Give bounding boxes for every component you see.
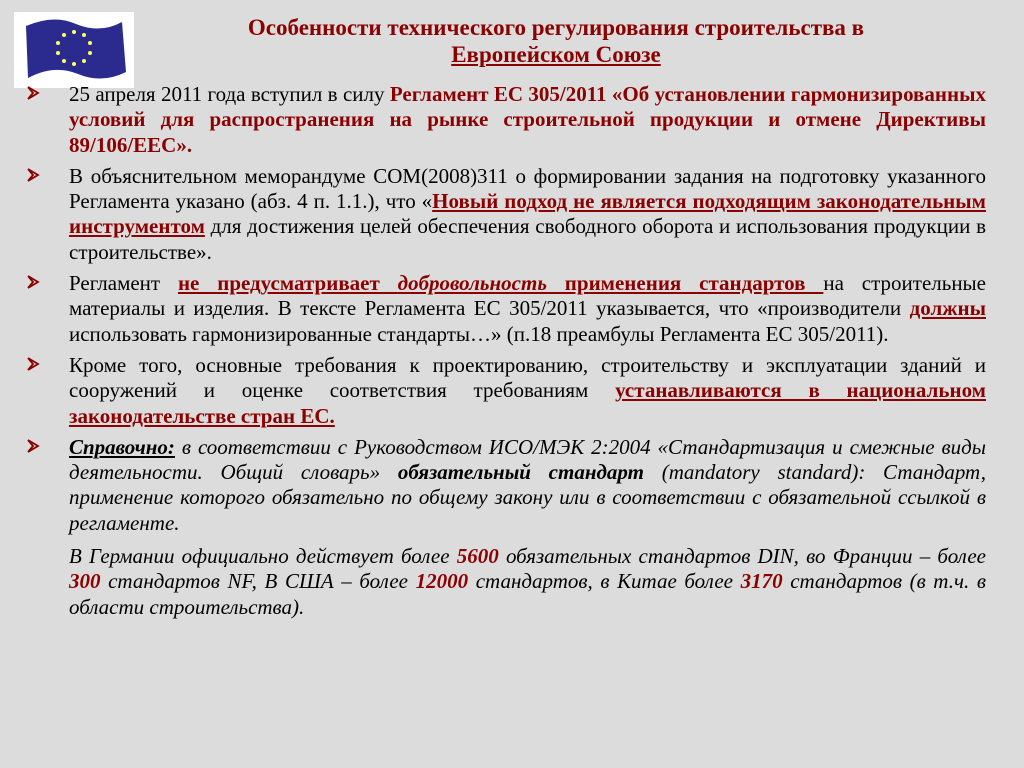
- title-line-1: Особенности технического регулирования строительства в: [247, 15, 865, 40]
- arrow-bullet-icon: [26, 435, 69, 453]
- text-segment: В Германии официально действует более: [69, 544, 457, 569]
- bullet-item-memorandum: [26, 164, 986, 265]
- highlight-phrase: применения стандартов: [546, 271, 824, 296]
- count-france: 300: [69, 569, 101, 594]
- text-segment: Регламент: [69, 271, 178, 296]
- bullet-item-national: [26, 353, 986, 429]
- arrow-bullet-icon: [26, 271, 69, 289]
- text-segment: стандартов, в Китае более: [468, 569, 741, 594]
- bullet-text: [69, 353, 986, 429]
- highlight-italic: добровольность: [397, 271, 547, 296]
- highlight-quote: Новый подход не является подходящим законодательным инструментом: [69, 189, 986, 239]
- arrow-bullet-icon: [26, 353, 69, 371]
- count-germany: 5600: [456, 544, 499, 569]
- text-segment: на строительные материалы и изделия. В тексте Регламента ЕС 305/2011 указывается, что «производители: [69, 271, 986, 321]
- bullet-text: [69, 271, 986, 347]
- highlight-phrase: устанавливаются в национальном законодательстве стран ЕС.: [69, 378, 986, 428]
- bullet-item-voluntary: [26, 271, 986, 347]
- highlight-phrase: не предусматривает: [177, 271, 398, 296]
- continuation-paragraph: [26, 544, 986, 620]
- text-segment: Кроме того, основные требования к проектированию, строительству и эксплуатации зданий и сооружений и оценке соответствия требованиям: [69, 352, 986, 403]
- arrow-bullet-icon: [26, 82, 69, 100]
- text-segment: стандартов NF, В США – более: [100, 569, 416, 594]
- text-segment: (mandatory standard): Стандарт, применение которого обязательно по общему закону или в соответствии с обязательной ссылкой в регламенте.: [69, 460, 986, 535]
- text-segment: стандартов (в т.ч. в области строительства).: [69, 569, 986, 619]
- bullet-text: [69, 164, 986, 265]
- count-china: 3170: [740, 569, 783, 594]
- text-segment: В объяснительном меморандуме СОМ(2008)311 о формировании задания на подготовку указанного Регламента указано (абз. 4 п. 1.1.), что «: [69, 163, 986, 214]
- text-segment: обязательных стандартов DIN, во Франции – более: [498, 544, 986, 569]
- text-segment: использовать гармонизированные стандарты…» (п.18 преамбулы Регламента ЕС 305/2011).: [69, 321, 889, 346]
- title-line-2: Европейском Союзе: [451, 42, 661, 67]
- text-segment: для достижения целей обеспечения свободного оборота и использования продукции в строительстве».: [69, 214, 986, 264]
- regulation-title: Регламент ЕС 305/2011 «Об установлении гармонизированных условий для распространения на рынке строительной продукции и отмене Директивы 89/106/EEC».: [69, 82, 986, 157]
- term-mandatory-standard: обязательный стандарт: [397, 460, 644, 485]
- bullet-list: [26, 82, 986, 620]
- text-segment: в соответствии с Руководством ИСО/МЭК 2:2004 «Стандартизация и смежные виды деятельности. Общий словарь»: [69, 434, 986, 485]
- highlight-must: должны: [909, 296, 986, 321]
- count-usa: 12000: [415, 569, 469, 594]
- reference-label: Справочно:: [69, 434, 175, 459]
- eu-flag-logo: [14, 12, 134, 88]
- bullet-item-reference: [26, 435, 986, 536]
- bullet-item-regulation: [26, 82, 986, 158]
- text-segment: 25 апреля 2011 года вступил в силу: [69, 82, 390, 106]
- slide-title: [146, 14, 966, 68]
- bullet-text: [69, 82, 986, 158]
- bullet-text: [69, 435, 986, 536]
- arrow-bullet-icon: [26, 164, 69, 182]
